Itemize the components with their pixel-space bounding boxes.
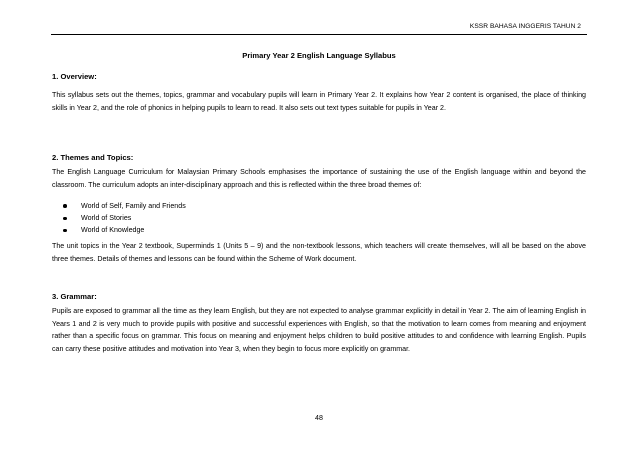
themes-paragraph: The English Language Curriculum for Malaysian Primary Schools emphasises the importance of sustaining the use of the English language within and beyond the classroom. The curriculum adopts an inter-disciplinary approach and this is reflected within the three broad themes of:	[52, 168, 586, 189]
section-heading-grammar: 3. Grammar:	[52, 292, 97, 301]
list-item-label: World of Knowledge	[81, 226, 145, 235]
page-number: 48	[315, 414, 323, 422]
document-title: Primary Year 2 English Language Syllabus	[242, 51, 396, 60]
section-heading-themes: 2. Themes and Topics:	[52, 153, 134, 162]
running-header: KSSR BAHASA INGGERIS TAHUN 2	[469, 23, 581, 30]
themes-list	[52, 200, 186, 237]
bullet-icon	[63, 217, 67, 221]
list-item	[52, 224, 186, 236]
bullet-icon	[63, 229, 67, 233]
unit-topics-paragraph: The unit topics in the Year 2 textbook, Superminds 1 (Units 5 – 9) and the non-textbook lessons, which teachers will create themselves, will all be based on the above three themes. Details of themes and lessons can be found within the Scheme of Work document.	[52, 242, 586, 263]
list-item	[52, 200, 186, 212]
list-item-label: World of Stories	[81, 214, 132, 223]
list-item-label: World of Self, Family and Friends	[81, 202, 186, 210]
bullet-icon	[63, 204, 67, 208]
header-rule	[51, 34, 587, 35]
section-heading-overview: 1. Overview:	[52, 72, 97, 81]
overview-paragraph: This syllabus sets out the themes, topics, grammar and vocabulary pupils will learn in Primary Year 2. It explains how Year 2 content is organised, the place of thinking skills in Year 2, and the role of phonics in helping pupils to learn to read. It also sets out text types suitable for pupils in Year 2.	[52, 91, 586, 112]
list-item	[52, 212, 186, 224]
grammar-paragraph: Pupils are exposed to grammar all the time as they learn English, but they are not expected to analyse grammar explicitly in detail in Year 2. The aim of learning English in Years 1 and 2 is very much to provide pupils with positive and successful experiences with English, so that the motivation to learn comes from meaning and enjoyment rather than a specific focus on grammar. This focus on meaning and enjoyment helps children to build positive attitudes to and confidence with learning English. Pupils can carry these positive attitudes and motivation into Year 3, when they begin to focus more explicitly on grammar.	[52, 307, 586, 353]
